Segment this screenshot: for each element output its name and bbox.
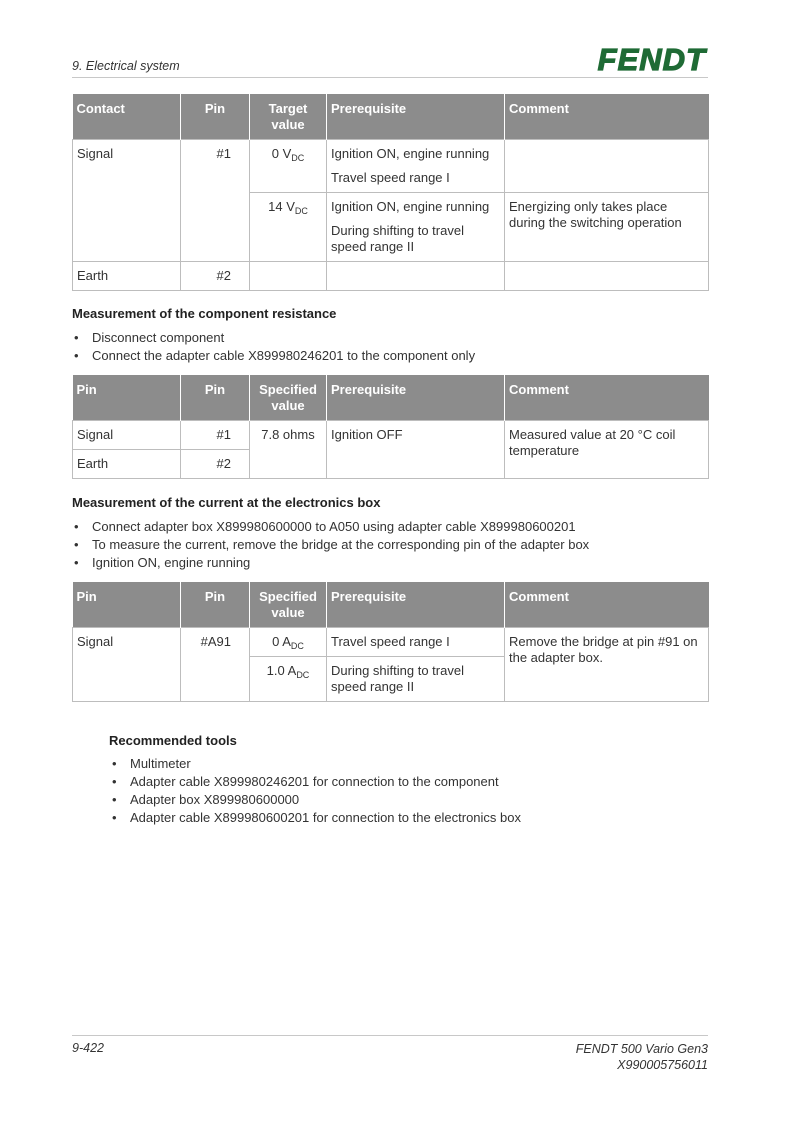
resistance-heading: Measurement of the component resistance — [72, 306, 337, 321]
list-item: • Adapter cable X899980600201 for connection to the electronics box — [110, 809, 521, 827]
list-item: • Disconnect component — [72, 329, 475, 347]
pin-cell: #A91 — [181, 628, 250, 702]
column-header: Prerequisite — [327, 375, 505, 421]
unit-subscript: DC — [294, 206, 308, 216]
comment-cell — [505, 140, 709, 193]
current-steps — [72, 518, 589, 572]
prerequisite-line: During shifting to travel speed range II — [331, 223, 464, 254]
column-header: Specified value — [250, 582, 327, 628]
tools-list — [110, 755, 521, 827]
contact-cell: Signal — [73, 628, 181, 702]
unit-subscript: DC — [296, 670, 310, 680]
list-item: • Adapter box X899980600000 — [110, 791, 521, 809]
value-text: 0 A — [272, 634, 291, 649]
contact-cell: Earth — [73, 262, 181, 291]
list-item: • Connect adapter box X899980600000 to A050 using adapter cable X899980600201 — [72, 518, 589, 536]
contact-signal-table — [72, 94, 709, 291]
value-cell — [250, 657, 327, 702]
column-header: Target value — [250, 94, 327, 140]
table-row — [73, 421, 709, 450]
list-item: • Multimeter — [110, 755, 521, 773]
contact-cell: Signal — [73, 421, 181, 450]
page-number: 9-422 — [72, 1041, 104, 1055]
value-text: 0 V — [271, 146, 292, 161]
fendt-logo — [560, 44, 708, 74]
comment-cell — [505, 262, 709, 291]
prerequisite-line: Ignition ON, engine running — [331, 146, 490, 161]
column-header: Pin — [73, 582, 181, 628]
pin-cell: #1 — [181, 140, 250, 262]
comment-cell: Measured value at 20 °C coil temperature — [505, 421, 709, 479]
prerequisite-cell: During shifting to travel speed range II — [327, 657, 505, 702]
comment-cell: Remove the bridge at pin #91 on the adapter box. — [505, 628, 709, 702]
column-header: Prerequisite — [327, 94, 505, 140]
column-header: Comment — [505, 375, 709, 421]
table-row — [73, 628, 709, 657]
resistance-steps — [72, 329, 475, 365]
prerequisite-cell: Ignition OFF — [327, 421, 505, 479]
pin-cell: #1 — [181, 421, 250, 450]
model-name: FENDT 500 Vario Gen3 — [575, 1042, 708, 1056]
column-header: Pin — [181, 582, 250, 628]
value-cell — [250, 262, 327, 291]
column-header: Prerequisite — [327, 582, 505, 628]
comment-cell: Energizing only takes place during the switching operation — [505, 193, 709, 262]
value-text: 14 V — [268, 199, 295, 214]
resistance-table — [72, 375, 709, 479]
unit-subscript: DC — [290, 641, 304, 651]
prerequisite-cell — [327, 140, 505, 193]
column-header: Specified value — [250, 375, 327, 421]
column-header: Pin — [73, 375, 181, 421]
current-table — [72, 582, 709, 702]
pin-cell: #2 — [181, 450, 250, 479]
column-header: Comment — [505, 582, 709, 628]
column-header: Comment — [505, 94, 709, 140]
page-header — [72, 44, 708, 78]
prerequisite-line: Ignition ON, engine running — [331, 199, 490, 214]
list-item: • Connect the adapter cable X899980246201 to the component only — [72, 347, 475, 365]
table-header-row — [73, 375, 709, 421]
document-number: X990005756011 — [617, 1058, 708, 1072]
list-item: • To measure the current, remove the bridge at the corresponding pin of the adapter box — [72, 536, 589, 554]
value-text: 1.0 A — [266, 663, 297, 678]
list-item: • Adapter cable X899980246201 for connection to the component — [110, 773, 521, 791]
prerequisite-line: Travel speed range I — [331, 170, 450, 185]
value-cell — [250, 193, 327, 262]
prerequisite-cell — [327, 262, 505, 291]
page-footer — [72, 1035, 708, 1072]
pin-cell: #2 — [181, 262, 250, 291]
table-row — [73, 262, 709, 291]
column-header: Pin — [181, 94, 250, 140]
unit-subscript: DC — [291, 153, 305, 163]
table-header-row — [73, 582, 709, 628]
table-row — [73, 140, 709, 193]
value-cell: 7.8 ohms — [250, 421, 327, 479]
prerequisite-cell: Travel speed range I — [327, 628, 505, 657]
contact-cell: Earth — [73, 450, 181, 479]
value-cell — [250, 140, 327, 193]
list-item: • Ignition ON, engine running — [72, 554, 589, 572]
fendt-logo-text: FENDT — [597, 44, 706, 74]
section-title: 9. Electrical system — [72, 59, 180, 73]
column-header: Pin — [181, 375, 250, 421]
contact-cell: Signal — [73, 140, 181, 262]
table-header-row — [73, 94, 709, 140]
footer-model-info — [576, 1041, 708, 1073]
prerequisite-cell — [327, 193, 505, 262]
value-cell — [250, 628, 327, 657]
column-header: Contact — [73, 94, 181, 140]
current-heading: Measurement of the current at the electronics box — [72, 495, 381, 510]
tools-heading: Recommended tools — [109, 733, 237, 748]
